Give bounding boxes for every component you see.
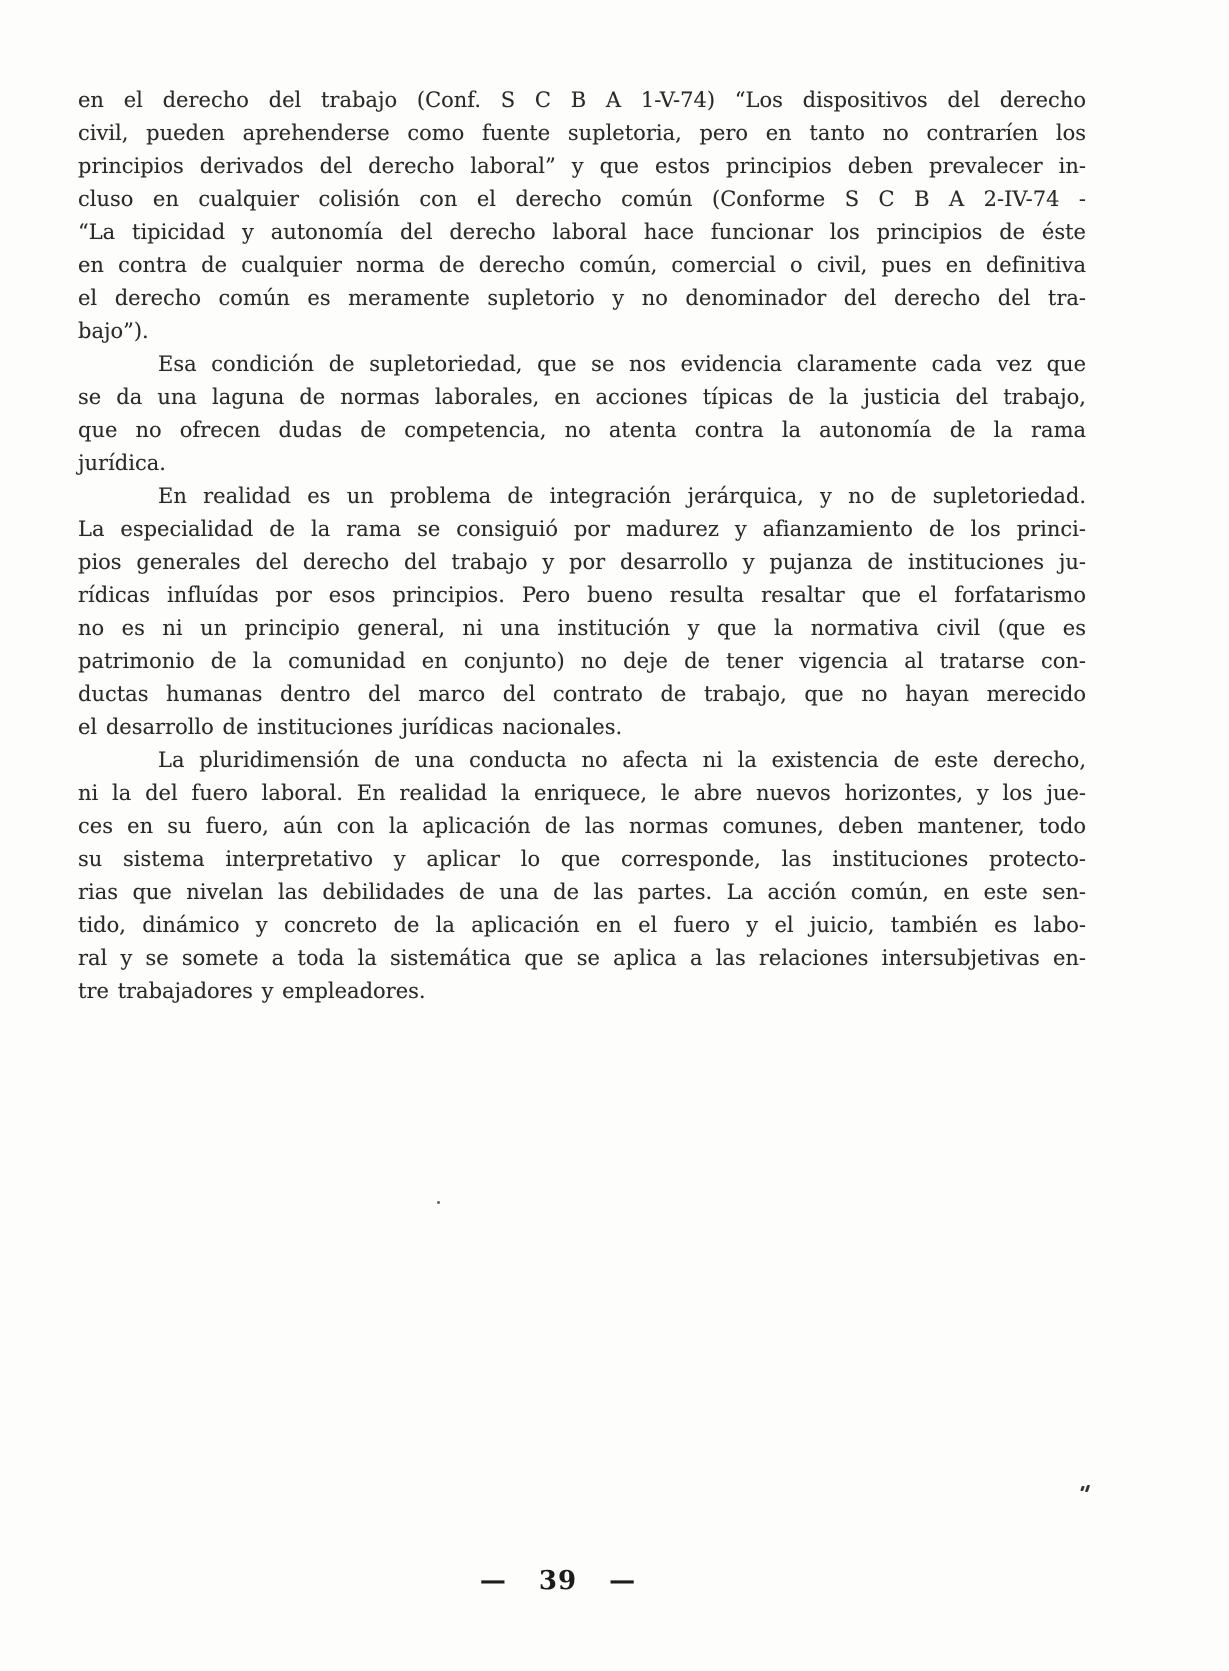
text-line: el derecho común es meramente supletorio y no denominador del derecho del tra- (78, 286, 1086, 310)
text-line: cluso en cualquier colisión con el derecho común (Conforme S C B A 2-IV-74 - (78, 187, 1086, 211)
text-line: su sistema interpretativo y aplicar lo que corresponde, las instituciones protecto- (78, 847, 1086, 871)
text-line: La pluridimensión de una conducta no afecta ni la existencia de este derecho, (158, 748, 1086, 772)
text-line: se da una laguna de normas laborales, en acciones típicas de la justicia del trabajo, (78, 385, 1086, 409)
text-line: que no ofrecen dudas de competencia, no atenta contra la autonomía de la rama (78, 418, 1086, 442)
paragraph (78, 744, 1086, 1008)
text-line: ductas humanas dentro del marco del contrato de trabajo, que no hayan merecido (78, 682, 1086, 706)
text-line: jurídica. (78, 451, 166, 475)
text-line: “La tipicidad y autonomía del derecho laboral hace funcionar los principios de éste (78, 220, 1086, 244)
text-line: En realidad es un problema de integración jerárquica, y no de supletoriedad. (158, 484, 1086, 508)
text-line: no es ni un principio general, ni una institución y que la normativa civil (que es (78, 616, 1086, 640)
text-line: rídicas influídas por esos principios. Pero bueno resulta resaltar que el forfatarismo (78, 583, 1086, 607)
paragraph (78, 84, 1086, 348)
text-line: bajo”). (78, 319, 149, 343)
paragraph (78, 348, 1086, 480)
text-line: ces en su fuero, aún con la aplicación de las normas comunes, deben mantener, todo (78, 814, 1086, 838)
text-line: civil, pueden aprehenderse como fuente supletoria, pero en tanto no contraríen los (78, 121, 1086, 145)
text-line: en contra de cualquier norma de derecho común, comercial o civil, pues en definitiva (78, 253, 1086, 277)
text-line: patrimonio de la comunidad en conjunto) no deje de tener vigencia al tratarse con- (78, 649, 1086, 673)
text-line: tido, dinámico y concreto de la aplicación en el fuero y el juicio, también es labo- (78, 913, 1086, 937)
text-block (78, 84, 1086, 1008)
text-line: ral y se somete a toda la sistemática que se aplica a las relaciones intersubjetivas en- (78, 946, 1086, 970)
text-line: ni la del fuero laboral. En realidad la enriquece, le abre nuevos horizontes, y los jue- (78, 781, 1086, 805)
text-line: Esa condición de supletoriedad, que se nos evidencia claramente cada vez que (158, 352, 1086, 376)
text-line: La especialidad de la rama se consiguió por madurez y afianzamiento de los princi- (78, 517, 1086, 541)
text-line: en el derecho del trabajo (Conf. S C B A 1-V-74) “Los dispositivos del derecho (78, 88, 1086, 112)
page-number: — 39 — (479, 1566, 637, 1596)
paragraph (78, 480, 1086, 744)
text-line: rias que nivelan las debilidades de una de las partes. La acción común, en este sen- (78, 880, 1086, 904)
text-line: el desarrollo de instituciones jurídicas nacionales. (78, 715, 623, 739)
text-line: pios generales del derecho del trabajo y por desarrollo y pujanza de instituciones ju- (78, 550, 1086, 574)
text-line: principios derivados del derecho laboral” y que estos principios deben prevalecer in- (78, 154, 1086, 178)
text-line: tre trabajadores y empleadores. (78, 979, 426, 1003)
scan-speck (437, 1201, 440, 1204)
scan-speck (1080, 1484, 1091, 1494)
